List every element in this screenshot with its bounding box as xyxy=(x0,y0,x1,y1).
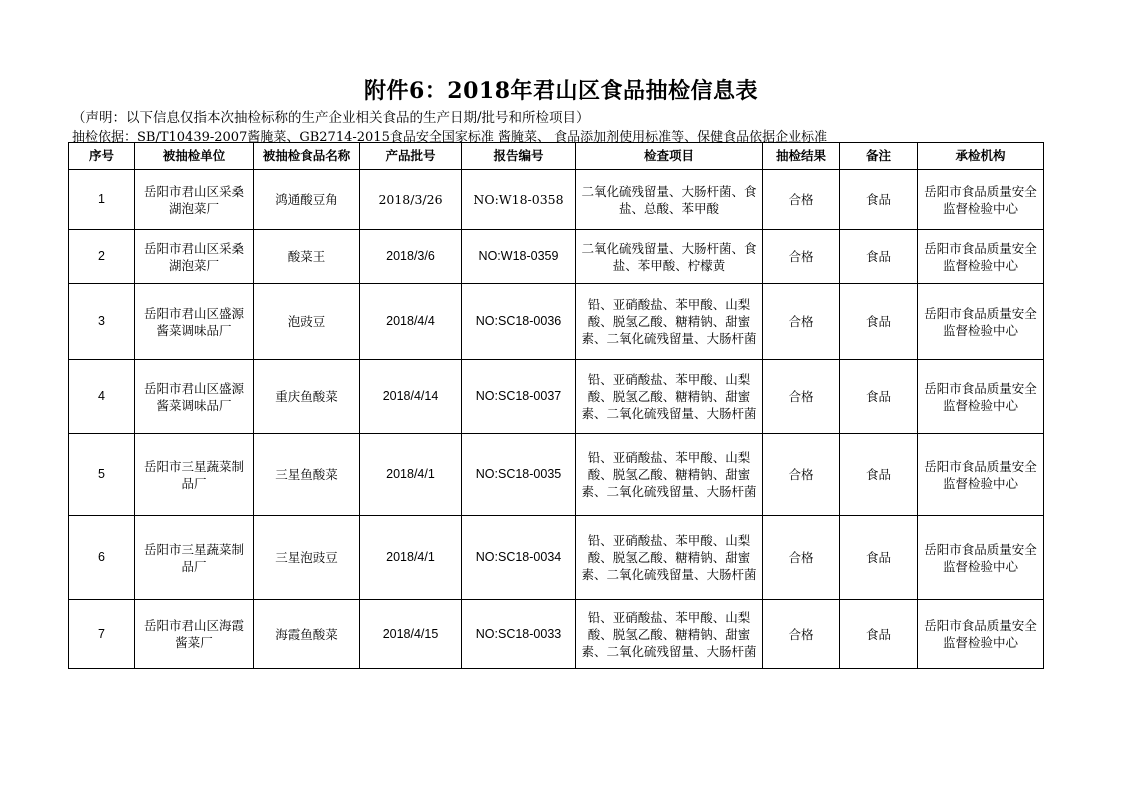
header-no: 序号 xyxy=(69,143,135,170)
header-agency: 承检机构 xyxy=(918,143,1044,170)
cell-remark: 食品 xyxy=(840,360,918,434)
cell-result: 合格 xyxy=(763,360,840,434)
header-food: 被抽检食品名称 xyxy=(254,143,360,170)
cell-food: 海霞鱼酸菜 xyxy=(254,600,360,669)
cell-items: 铅、亚硝酸盐、苯甲酸、山梨酸、脱氢乙酸、糖精钠、甜蜜素、二氧化硫残留量、大肠杆菌 xyxy=(576,360,763,434)
header-report: 报告编号 xyxy=(462,143,576,170)
cell-no: 1 xyxy=(69,170,135,230)
table-row xyxy=(69,230,1044,284)
disclaimer-note: （声明：以下信息仅指本次抽检标称的生产企业相关食品的生产日期/批号和所检项目） xyxy=(72,110,590,126)
cell-items: 二氧化硫残留量、大肠杆菌、食盐、总酸、苯甲酸 xyxy=(576,170,763,230)
cell-no: 6 xyxy=(69,516,135,600)
header-remark: 备注 xyxy=(840,143,918,170)
cell-unit: 岳阳市三星蔬菜制品厂 xyxy=(135,516,254,600)
table-row xyxy=(69,170,1044,230)
cell-report: NO:SC18-0036 xyxy=(462,284,576,360)
cell-food: 酸菜王 xyxy=(254,230,360,284)
table-row xyxy=(69,600,1044,669)
table-row xyxy=(69,284,1044,360)
cell-remark: 食品 xyxy=(840,600,918,669)
table-row xyxy=(69,360,1044,434)
cell-food: 鸿通酸豆角 xyxy=(254,170,360,230)
cell-batch: 2018/4/4 xyxy=(360,284,462,360)
cell-no: 5 xyxy=(69,434,135,516)
cell-report: NO:SC18-0033 xyxy=(462,600,576,669)
cell-report: NO:SC18-0034 xyxy=(462,516,576,600)
cell-food: 重庆鱼酸菜 xyxy=(254,360,360,434)
cell-items: 铅、亚硝酸盐、苯甲酸、山梨酸、脱氢乙酸、糖精钠、甜蜜素、二氧化硫残留量、大肠杆菌 xyxy=(576,516,763,600)
cell-batch: 2018/4/14 xyxy=(360,360,462,434)
cell-report: NO:W18-0358 xyxy=(462,170,576,230)
cell-batch: 2018/3/6 xyxy=(360,230,462,284)
cell-no: 4 xyxy=(69,360,135,434)
cell-food: 泡豉豆 xyxy=(254,284,360,360)
cell-batch: 2018/4/1 xyxy=(360,434,462,516)
cell-food: 三星泡豉豆 xyxy=(254,516,360,600)
cell-food: 三星鱼酸菜 xyxy=(254,434,360,516)
header-result: 抽检结果 xyxy=(763,143,840,170)
inspection-basis: 抽检依据：SB/T10439-2007酱腌菜、GB2714-2015食品安全国家标准 酱腌菜、 食品添加剂使用标准等、保健食品依据企业标准 xyxy=(72,130,828,145)
cell-agency: 岳阳市食品质量安全监督检验中心 xyxy=(918,434,1044,516)
cell-items: 铅、亚硝酸盐、苯甲酸、山梨酸、脱氢乙酸、糖精钠、甜蜜素、二氧化硫残留量、大肠杆菌 xyxy=(576,284,763,360)
cell-result: 合格 xyxy=(763,170,840,230)
header-items: 检查项目 xyxy=(576,143,763,170)
cell-agency: 岳阳市食品质量安全监督检验中心 xyxy=(918,600,1044,669)
cell-remark: 食品 xyxy=(840,516,918,600)
cell-batch: 2018/4/1 xyxy=(360,516,462,600)
cell-result: 合格 xyxy=(763,434,840,516)
cell-report: NO:SC18-0037 xyxy=(462,360,576,434)
cell-items: 二氧化硫残留量、大肠杆菌、食盐、苯甲酸、柠檬黄 xyxy=(576,230,763,284)
cell-batch: 2018/4/15 xyxy=(360,600,462,669)
cell-unit: 岳阳市君山区海霞酱菜厂 xyxy=(135,600,254,669)
table-row xyxy=(69,434,1044,516)
cell-report: NO:W18-0359 xyxy=(462,230,576,284)
cell-items: 铅、亚硝酸盐、苯甲酸、山梨酸、脱氢乙酸、糖精钠、甜蜜素、二氧化硫残留量、大肠杆菌 xyxy=(576,600,763,669)
cell-no: 2 xyxy=(69,230,135,284)
table-row xyxy=(69,516,1044,600)
cell-agency: 岳阳市食品质量安全监督检验中心 xyxy=(918,516,1044,600)
cell-agency: 岳阳市食品质量安全监督检验中心 xyxy=(918,360,1044,434)
cell-agency: 岳阳市食品质量安全监督检验中心 xyxy=(918,230,1044,284)
cell-report: NO:SC18-0035 xyxy=(462,434,576,516)
cell-items: 铅、亚硝酸盐、苯甲酸、山梨酸、脱氢乙酸、糖精钠、甜蜜素、二氧化硫残留量、大肠杆菌 xyxy=(576,434,763,516)
header-unit: 被抽检单位 xyxy=(135,143,254,170)
cell-unit: 岳阳市三星蔬菜制品厂 xyxy=(135,434,254,516)
table-header-row xyxy=(69,143,1044,170)
cell-batch: 2018/3/26 xyxy=(360,170,462,230)
cell-result: 合格 xyxy=(763,600,840,669)
cell-agency: 岳阳市食品质量安全监督检验中心 xyxy=(918,284,1044,360)
cell-result: 合格 xyxy=(763,284,840,360)
cell-result: 合格 xyxy=(763,516,840,600)
inspection-table xyxy=(68,142,1044,669)
header-batch: 产品批号 xyxy=(360,143,462,170)
cell-no: 3 xyxy=(69,284,135,360)
cell-unit: 岳阳市君山区采桑湖泡菜厂 xyxy=(135,230,254,284)
cell-unit: 岳阳市君山区盛源酱菜调味品厂 xyxy=(135,360,254,434)
cell-remark: 食品 xyxy=(840,170,918,230)
cell-remark: 食品 xyxy=(840,230,918,284)
cell-no: 7 xyxy=(69,600,135,669)
cell-agency: 岳阳市食品质量安全监督检验中心 xyxy=(918,170,1044,230)
cell-remark: 食品 xyxy=(840,284,918,360)
cell-unit: 岳阳市君山区采桑湖泡菜厂 xyxy=(135,170,254,230)
cell-unit: 岳阳市君山区盛源酱菜调味品厂 xyxy=(135,284,254,360)
cell-result: 合格 xyxy=(763,230,840,284)
page-title: 附件6：2018年君山区食品抽检信息表 xyxy=(363,78,759,104)
cell-remark: 食品 xyxy=(840,434,918,516)
